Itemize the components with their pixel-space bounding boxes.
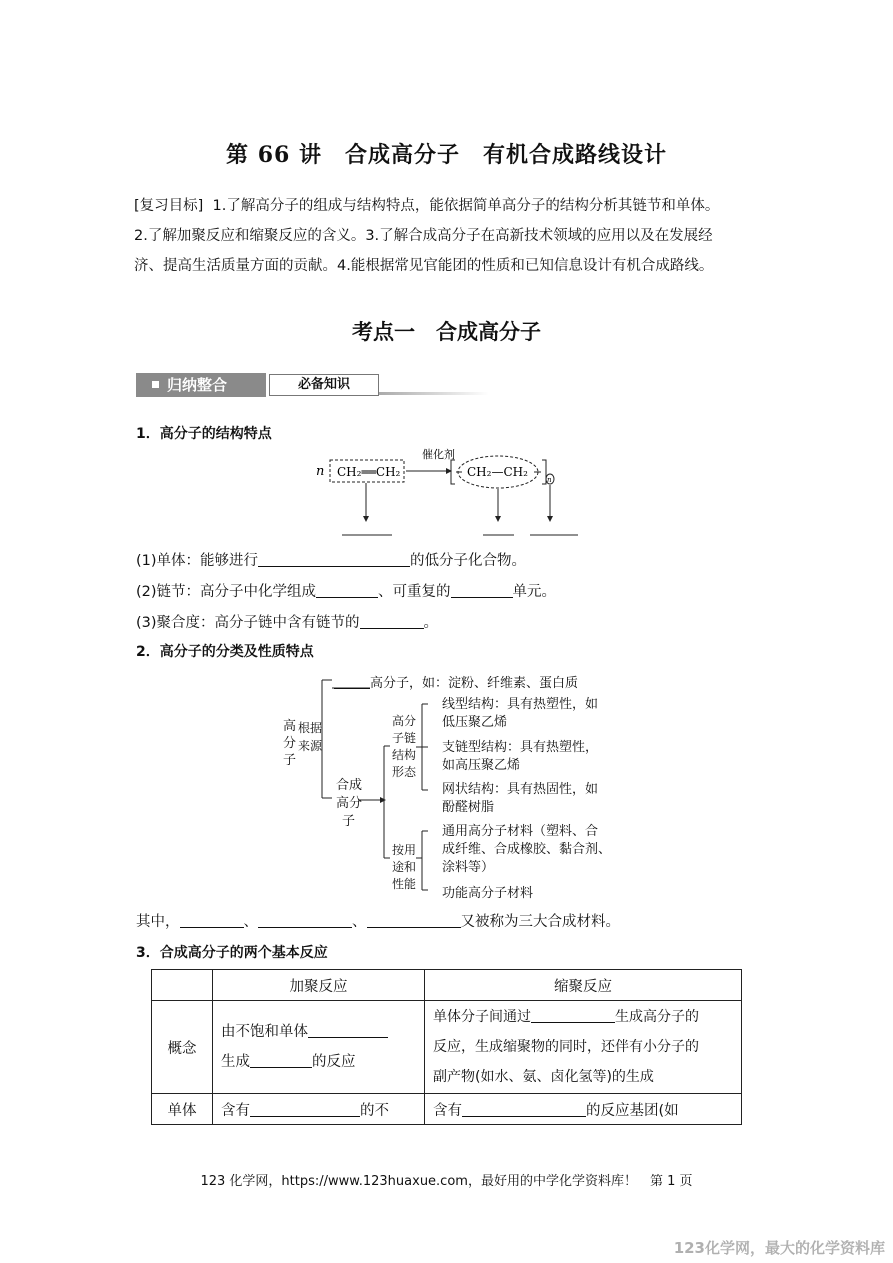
point2-heading: 2．高分子的分类及性质特点 [136,644,314,660]
branched-1: 支链型结构：具有热塑性， [442,740,599,755]
diagram-sub: n [547,476,552,484]
diagram-chain: CH₂—CH₂ [467,465,528,479]
cell-text: 含有 [221,1102,250,1119]
cell-text: 的反应基团(如 [586,1102,679,1119]
section-title: 考点一 合成高分子 [352,319,541,344]
tree-general [442,823,611,877]
table-header [152,970,213,1001]
table-cell [425,1094,742,1125]
point1-item1 [136,549,526,570]
blank [360,614,424,629]
blank [250,1102,360,1117]
tree-synthetic [336,777,362,831]
tree-functional: 功能高分子材料 [442,886,534,901]
branched-2: 如高压聚乙烯 [442,758,521,773]
diagram-catalyst: 催化剂 [422,448,455,461]
item3-post: 。 [423,615,439,631]
table-cell: 概念 [152,1001,213,1094]
note-post: 又被称为三大合成材料。 [460,914,620,930]
table-cell [213,1094,425,1125]
use-label-2: 途和 [392,860,417,874]
synthetic-3: 子 [342,814,356,829]
cell-text: 由不饱和单体 [221,1024,308,1040]
tree-struct-label [392,713,416,781]
tree-root [283,718,296,769]
table-cell [425,1001,742,1094]
tree-root-3: 子 [283,753,297,768]
table-row [152,970,742,1001]
struct-label-4: 形态 [392,765,417,779]
table-cell [213,1001,425,1094]
network-1: 网状结构：具有热固性，如 [442,782,599,797]
banner-dark-label: 归纳整合 [167,376,228,394]
banner-rule [379,392,489,395]
blank [250,1053,312,1068]
polymer-structure-diagram [310,448,580,543]
note-sep: 、 [243,914,258,930]
point3-heading: 3．合成高分子的两个基本反应 [136,945,328,961]
blank [462,1102,586,1117]
bracket-left [451,460,455,484]
page-title: 第 66 讲 合成高分子 有机合成路线设计 [226,142,667,168]
point1-item3 [136,611,438,632]
point1-item2 [136,580,556,601]
tree-use-label [392,842,416,893]
cell-text: 副产物(如水、氨、卤化氢等)的生成 [433,1069,654,1085]
tree-basis [298,719,322,755]
objectives [134,191,764,281]
item1-post: 的低分子化合物。 [410,553,527,569]
item3-pre: (3)聚合度：高分子链中含有链节的 [136,615,360,631]
cell-text: 生成高分子的 [615,1009,699,1025]
use-label-1: 按用 [392,843,417,857]
cell-text: 生成 [221,1054,250,1070]
blank [316,583,378,598]
item1-pre: (1)单体：能够进行 [136,553,259,569]
tree-root-1: 高 [283,719,297,734]
tree-natural-label: 高分子，如：淀粉、纤维素、蛋白质 [370,676,579,691]
tree-root-2: 分 [283,736,297,751]
blank [367,913,461,928]
use-label-3: 性能 [392,877,417,891]
bracket-right [542,460,546,484]
note-pre: 其中， [136,914,180,930]
page-footer: 123 化学网，https://www.123huaxue.com，最好用的中学化学资料库！ 第 1 页 [200,1174,693,1189]
network-2: 酚醛树脂 [442,800,495,815]
struct-label-2: 子链 [392,731,417,745]
item2-pre: (2)链节：高分子中化学组成 [136,584,317,600]
tree-linear [442,696,598,732]
blank [258,552,410,567]
general-3: 涂料等） [442,860,495,875]
reaction-table [151,969,742,1125]
watermark: 123化学网，最大的化学资料库 [673,1239,885,1257]
banner-dark [136,373,266,397]
cell-text: 含有 [433,1102,462,1119]
cell-text: 的不 [360,1102,389,1119]
linear-1: 线型结构：具有热塑性，如 [442,697,599,712]
blank [334,674,370,689]
general-2: 成纤维、合成橡胶、黏合剂、 [442,842,612,857]
objectives-line2: 2.了解加聚反应和缩聚反应的含义。3.了解合成高分子在高新技术领域的应用以及在发展经 [134,228,713,244]
blank [180,913,244,928]
tree-basis-2: 来源 [298,739,323,753]
point1-heading: 1．高分子的结构特点 [136,426,272,442]
tree-network [442,781,598,817]
synthetic-2: 高分 [336,796,363,811]
diagram-n: n [316,464,325,479]
synthetic-1: 合成 [336,778,363,793]
point2-note [136,910,620,931]
item2-mid: 、可重复的 [378,584,451,600]
general-1: 通用高分子材料（塑料、合 [442,824,599,839]
item2-post: 单元。 [512,584,557,600]
diagram-monomer: CH₂══CH₂ [337,465,401,479]
cell-text: 单体分子间通过 [433,1009,531,1025]
linear-2: 低压聚乙烯 [442,715,508,730]
blank [308,1023,388,1038]
struct-label-3: 结构 [392,748,417,762]
blank [258,913,352,928]
table-row [152,1001,742,1094]
section-banner [136,373,488,397]
banner-light: 必备知识 [269,374,379,396]
table-header: 加聚反应 [213,970,425,1001]
struct-label-1: 高分 [392,714,417,728]
table-header: 缩聚反应 [425,970,742,1001]
table-row [152,1094,742,1125]
blank [451,583,513,598]
blank [531,1008,615,1023]
tree-natural [334,672,578,691]
objectives-line1: 1.了解高分子的组成与结构特点，能依据简单高分子的结构分析其链节和单体。 [212,198,720,214]
objectives-tag: [复习目标] [134,198,204,214]
tree-branched [442,739,598,775]
table-cell: 单体 [152,1094,213,1125]
objectives-line3: 济、提高生活质量方面的贡献。4.能根据常见官能团的性质和已知信息设计有机合成路线。 [134,258,714,274]
cell-text: 反应，生成缩聚物的同时，还伴有小分子的 [433,1039,699,1055]
tree-basis-1: 根据 [298,721,323,735]
cell-text: 的反应 [312,1054,356,1070]
note-sep: 、 [352,914,367,930]
